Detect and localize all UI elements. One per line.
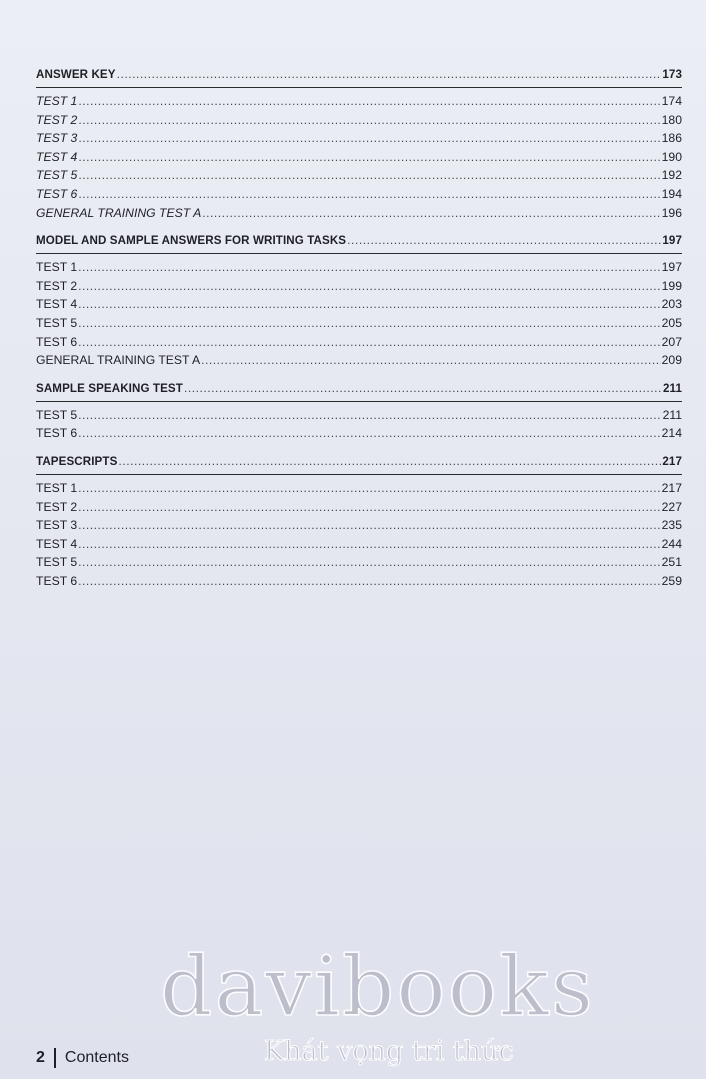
dot-leader bbox=[118, 451, 661, 471]
toc-entry-label: TEST 1 bbox=[36, 480, 78, 495]
dot-leader bbox=[78, 479, 661, 498]
toc-heading-page: 211 bbox=[662, 381, 682, 395]
toc-entry bbox=[36, 185, 682, 204]
dot-leader bbox=[78, 92, 660, 111]
toc-entry-page: 180 bbox=[661, 112, 682, 127]
toc-entry-label: TEST 5 bbox=[36, 555, 78, 570]
toc-entry-page: 235 bbox=[661, 518, 682, 533]
toc-entry-page: 205 bbox=[661, 315, 682, 330]
table-of-contents bbox=[36, 64, 682, 598]
toc-entry-page: 192 bbox=[661, 168, 682, 183]
dot-leader bbox=[78, 185, 660, 204]
page-footer bbox=[36, 1048, 129, 1068]
toc-heading-page: 173 bbox=[662, 68, 682, 81]
dot-leader bbox=[78, 277, 661, 296]
toc-heading-label: MODEL AND SAMPLE ANSWERS FOR WRITING TASKS bbox=[36, 234, 347, 248]
dot-leader bbox=[202, 204, 660, 223]
toc-entry bbox=[36, 111, 682, 130]
toc-entry bbox=[36, 148, 682, 167]
dot-leader bbox=[201, 351, 661, 370]
dot-leader bbox=[78, 314, 661, 333]
footer-section-label: Contents bbox=[64, 1049, 129, 1066]
toc-entry bbox=[36, 295, 682, 314]
toc-heading-page: 217 bbox=[662, 454, 682, 468]
toc-entry bbox=[36, 516, 682, 535]
toc-entry-label: TEST 5 bbox=[36, 168, 78, 183]
toc-entry-label: TEST 6 bbox=[36, 573, 78, 588]
toc-entry bbox=[36, 535, 682, 554]
toc-entry bbox=[36, 204, 682, 223]
dot-leader bbox=[78, 498, 661, 517]
watermark-slogan: Khát vọng tri thức bbox=[264, 1036, 514, 1067]
toc-section-heading bbox=[36, 378, 682, 398]
dot-leader bbox=[78, 572, 661, 591]
dot-leader bbox=[78, 295, 661, 314]
dot-leader bbox=[78, 553, 661, 572]
toc-entry-page: 196 bbox=[661, 205, 682, 220]
toc-heading-label: TAPESCRIPTS bbox=[36, 454, 118, 468]
toc-entry bbox=[36, 479, 682, 498]
toc-entry bbox=[36, 166, 682, 185]
toc-entry-page: 194 bbox=[661, 186, 682, 201]
toc-entry bbox=[36, 277, 682, 296]
dot-leader bbox=[78, 424, 661, 443]
toc-entry-page: 217 bbox=[661, 480, 682, 495]
toc-section-heading bbox=[36, 230, 682, 250]
dot-leader bbox=[78, 535, 661, 554]
toc-heading-page: 197 bbox=[662, 234, 682, 248]
toc-entry-page: 203 bbox=[661, 297, 682, 312]
toc-entry-label: TEST 2 bbox=[36, 112, 78, 127]
toc-entry bbox=[36, 498, 682, 517]
toc-entry bbox=[36, 129, 682, 148]
footer-divider bbox=[54, 1048, 56, 1068]
dot-leader bbox=[78, 333, 661, 352]
toc-entry-label: TEST 4 bbox=[36, 149, 78, 164]
toc-entry-label: TEST 1 bbox=[36, 94, 78, 108]
toc-entry-label: TEST 4 bbox=[36, 536, 78, 551]
toc-entry bbox=[36, 406, 682, 425]
toc-entry-page: 214 bbox=[661, 426, 682, 441]
toc-entry-label: TEST 2 bbox=[36, 499, 78, 514]
toc-entry-page: 197 bbox=[661, 260, 682, 275]
toc-entry-page: 209 bbox=[661, 353, 682, 368]
toc-entry-label: TEST 5 bbox=[36, 315, 78, 330]
toc-section bbox=[36, 230, 682, 378]
davibooks-watermark-logo: davibooks bbox=[160, 940, 595, 1035]
toc-entry-label: GENERAL TRAINING TEST A bbox=[36, 205, 202, 220]
toc-entry-page: 244 bbox=[661, 536, 682, 551]
toc-entry-label: TEST 1 bbox=[36, 260, 78, 275]
toc-entry bbox=[36, 258, 682, 277]
toc-entry-label: GENERAL TRAINING TEST A bbox=[36, 353, 201, 368]
toc-entry bbox=[36, 424, 682, 443]
dot-leader bbox=[78, 258, 661, 277]
toc-entry-label: TEST 6 bbox=[36, 426, 78, 441]
toc-heading-label: ANSWER KEY bbox=[36, 68, 116, 81]
toc-entry-label: TEST 5 bbox=[36, 407, 78, 422]
toc-entry-page: 211 bbox=[662, 407, 682, 422]
dot-leader bbox=[78, 111, 660, 130]
toc-entry-label: TEST 3 bbox=[36, 518, 78, 533]
section-divider bbox=[36, 87, 682, 88]
toc-entry-label: TEST 6 bbox=[36, 186, 78, 201]
toc-entry-label: TEST 6 bbox=[36, 334, 78, 349]
toc-section-heading bbox=[36, 451, 682, 471]
dot-leader bbox=[347, 230, 661, 250]
toc-entry bbox=[36, 333, 682, 352]
section-divider bbox=[36, 253, 682, 254]
toc-entry bbox=[36, 92, 682, 111]
toc-section bbox=[36, 378, 682, 451]
toc-entry-page: 251 bbox=[661, 555, 682, 570]
dot-leader bbox=[78, 148, 660, 167]
toc-entry-page: 174 bbox=[661, 94, 682, 108]
toc-section bbox=[36, 64, 682, 230]
toc-heading-label: SAMPLE SPEAKING TEST bbox=[36, 381, 183, 395]
toc-entry bbox=[36, 572, 682, 591]
toc-section-heading bbox=[36, 64, 682, 84]
toc-entry-label: TEST 2 bbox=[36, 278, 78, 293]
toc-entry-page: 207 bbox=[661, 334, 682, 349]
toc-entry-page: 259 bbox=[661, 573, 682, 588]
toc-entry-page: 199 bbox=[661, 278, 682, 293]
toc-entry-page: 186 bbox=[661, 131, 682, 146]
toc-entry-label: TEST 3 bbox=[36, 131, 78, 146]
dot-leader bbox=[78, 516, 661, 535]
toc-entry bbox=[36, 553, 682, 572]
toc-entry-page: 227 bbox=[661, 499, 682, 514]
toc-section bbox=[36, 451, 682, 599]
toc-entry-label: TEST 4 bbox=[36, 297, 78, 312]
dot-leader bbox=[184, 378, 662, 398]
toc-entry-page: 190 bbox=[661, 149, 682, 164]
dot-leader bbox=[78, 406, 661, 425]
section-divider bbox=[36, 474, 682, 475]
page-number: 2 bbox=[36, 1049, 45, 1066]
section-divider bbox=[36, 401, 682, 402]
dot-leader bbox=[78, 166, 660, 185]
toc-entry bbox=[36, 314, 682, 333]
dot-leader bbox=[117, 64, 662, 84]
toc-entry bbox=[36, 351, 682, 370]
dot-leader bbox=[78, 129, 660, 148]
